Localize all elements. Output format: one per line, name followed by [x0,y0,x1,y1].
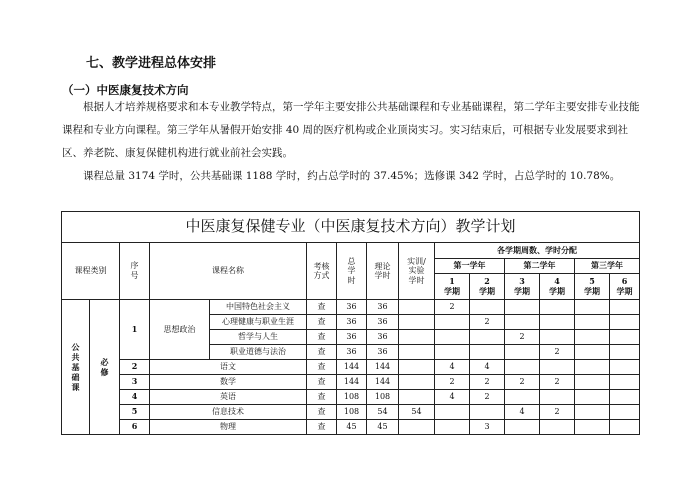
row-term-6 [610,360,640,375]
row-course-name: 中国特色社会主义 [210,300,307,315]
row-assess: 查 [307,345,337,360]
row-term-6 [610,330,640,345]
row-theory: 45 [367,420,399,435]
row-term-3: 2 [505,330,540,345]
row-practice [399,360,435,375]
row-term-1 [435,315,470,330]
row-seq: 2 [120,360,150,375]
row-course-name: 职业道德与法治 [210,345,307,360]
header-term-6: 6 学期 [610,274,640,300]
row-assess: 查 [307,300,337,315]
row-term-1: 2 [435,375,470,390]
row-term-2 [470,345,505,360]
row-term-1 [435,345,470,360]
header-seq: 序 号 [120,243,150,300]
table-row [62,360,640,375]
table-row [62,375,640,390]
header-year-1: 第一学年 [435,259,505,274]
row-term-4: 2 [540,345,575,360]
row-assess: 查 [307,420,337,435]
row-assess: 查 [307,405,337,420]
row-term-3 [505,315,540,330]
row-total: 45 [337,420,367,435]
category-public-basic: 公 共 基 础 课 [62,300,90,435]
row-term-1: 4 [435,390,470,405]
row-assess: 查 [307,390,337,405]
row-course-name: 物理 [150,420,307,435]
row-term-5 [575,375,610,390]
row-practice [399,315,435,330]
row-total: 108 [337,405,367,420]
row-term-5 [575,405,610,420]
row-practice [399,420,435,435]
header-term-4: 4 学期 [540,274,575,300]
header-term-1: 1 学期 [435,274,470,300]
row-term-2: 2 [470,390,505,405]
row-term-2: 2 [470,315,505,330]
table-row [62,390,640,405]
header-year-2: 第二学年 [505,259,575,274]
row-term-3 [505,390,540,405]
row-course-name: 心理健康与职业生涯 [210,315,307,330]
row-theory: 36 [367,300,399,315]
row-term-6 [610,375,640,390]
row-term-5 [575,330,610,345]
row-term-1 [435,405,470,420]
paragraph-intro: 根据人才培养规格要求和本专业教学特点，第一学年主要安排公共基础课程和专业基础课程，第二学年主要安排专业技能课程和专业方向课程。第三学年从暑假开始安排 40 周的医疗机构或企业顶岗实习。实习结束后，可根据专业发展要求到社区、养老院、康复保健机构进行就业前社会实践。 [62,101,640,159]
header-category: 课程类别 [62,243,120,300]
row-course-name: 信息技术 [150,405,307,420]
header-total-hours: 总 学 时 [337,243,367,300]
row-total: 36 [337,300,367,315]
row-term-3: 2 [505,375,540,390]
row-term-2 [470,300,505,315]
row-assess: 查 [307,315,337,330]
row-total: 36 [337,345,367,360]
row-term-4 [540,315,575,330]
row-practice [399,330,435,345]
row-term-2 [470,330,505,345]
row-assess: 查 [307,360,337,375]
row-term-3 [505,420,540,435]
row-assess: 查 [307,330,337,345]
row-term-6 [610,420,640,435]
row-assess: 查 [307,375,337,390]
category-required: 必 修 [90,300,120,435]
row-term-6 [610,315,640,330]
row-term-5 [575,360,610,375]
row-term-1 [435,330,470,345]
row-total: 144 [337,375,367,390]
row-term-6 [610,345,640,360]
row-seq: 6 [120,420,150,435]
row-practice [399,375,435,390]
row-term-4: 2 [540,405,575,420]
row-term-5 [575,315,610,330]
row-theory: 36 [367,315,399,330]
row-term-6 [610,405,640,420]
row-term-1: 4 [435,360,470,375]
header-course-name: 课程名称 [150,243,307,300]
row-term-4 [540,360,575,375]
row-seq: 5 [120,405,150,420]
header-year-3: 第三学年 [575,259,640,274]
header-distribution: 各学期周数、学时分配 [435,243,640,259]
row-term-1 [435,420,470,435]
row-term-5 [575,345,610,360]
row-total: 36 [337,315,367,330]
row-term-2: 4 [470,360,505,375]
row-term-3 [505,360,540,375]
row-practice [399,390,435,405]
row-total: 108 [337,390,367,405]
row-term-4 [540,330,575,345]
row-course-name: 语文 [150,360,307,375]
subsection-title: （一）中医康复技术方向 [62,83,189,97]
row-theory: 36 [367,330,399,345]
table-row [62,405,640,420]
header-theory-hours: 理论 学时 [367,243,399,300]
row-practice: 54 [399,405,435,420]
row-seq: 4 [120,390,150,405]
row-term-4 [540,390,575,405]
row-practice [399,345,435,360]
row-term-3 [505,300,540,315]
row-course-name: 数学 [150,375,307,390]
row-theory: 36 [367,345,399,360]
row-term-1: 2 [435,300,470,315]
row-term-5 [575,390,610,405]
row-practice [399,300,435,315]
header-practice-hours: 实训/ 实验 学时 [399,243,435,300]
row-term-4 [540,420,575,435]
section-title: 七、教学进程总体安排 [86,56,217,71]
row-term-5 [575,420,610,435]
row-total: 36 [337,330,367,345]
row-term-4: 2 [540,375,575,390]
row-term-2: 2 [470,375,505,390]
row-theory: 144 [367,375,399,390]
table-title: 中医康复保健专业（中医康复技术方向）教学计划 [62,212,640,243]
row-term-4 [540,300,575,315]
row-theory: 108 [367,390,399,405]
header-term-3: 3 学期 [505,274,540,300]
row-term-5 [575,300,610,315]
row-term-3 [505,345,540,360]
header-term-5: 5 学期 [575,274,610,300]
row-term-6 [610,390,640,405]
row-seq: 3 [120,375,150,390]
row-course-name: 哲学与人生 [210,330,307,345]
row-group-name: 思想政治 [150,300,210,360]
row-term-2 [470,405,505,420]
row-seq: 1 [120,300,150,360]
row-term-6 [610,300,640,315]
table-row [62,300,640,315]
table-row [62,420,640,435]
header-term-2: 2 学期 [470,274,505,300]
row-theory: 54 [367,405,399,420]
row-term-3: 4 [505,405,540,420]
row-total: 144 [337,360,367,375]
header-assess: 考核 方式 [307,243,337,300]
row-course-name: 英语 [150,390,307,405]
row-term-2: 3 [470,420,505,435]
teaching-plan-table [61,211,640,435]
paragraph-hours: 课程总量 3174 学时，公共基础课 1188 学时，约占总学时的 37.45%；选修课 342 学时，占总学时的 10.78%。 [83,170,621,182]
row-theory: 144 [367,360,399,375]
